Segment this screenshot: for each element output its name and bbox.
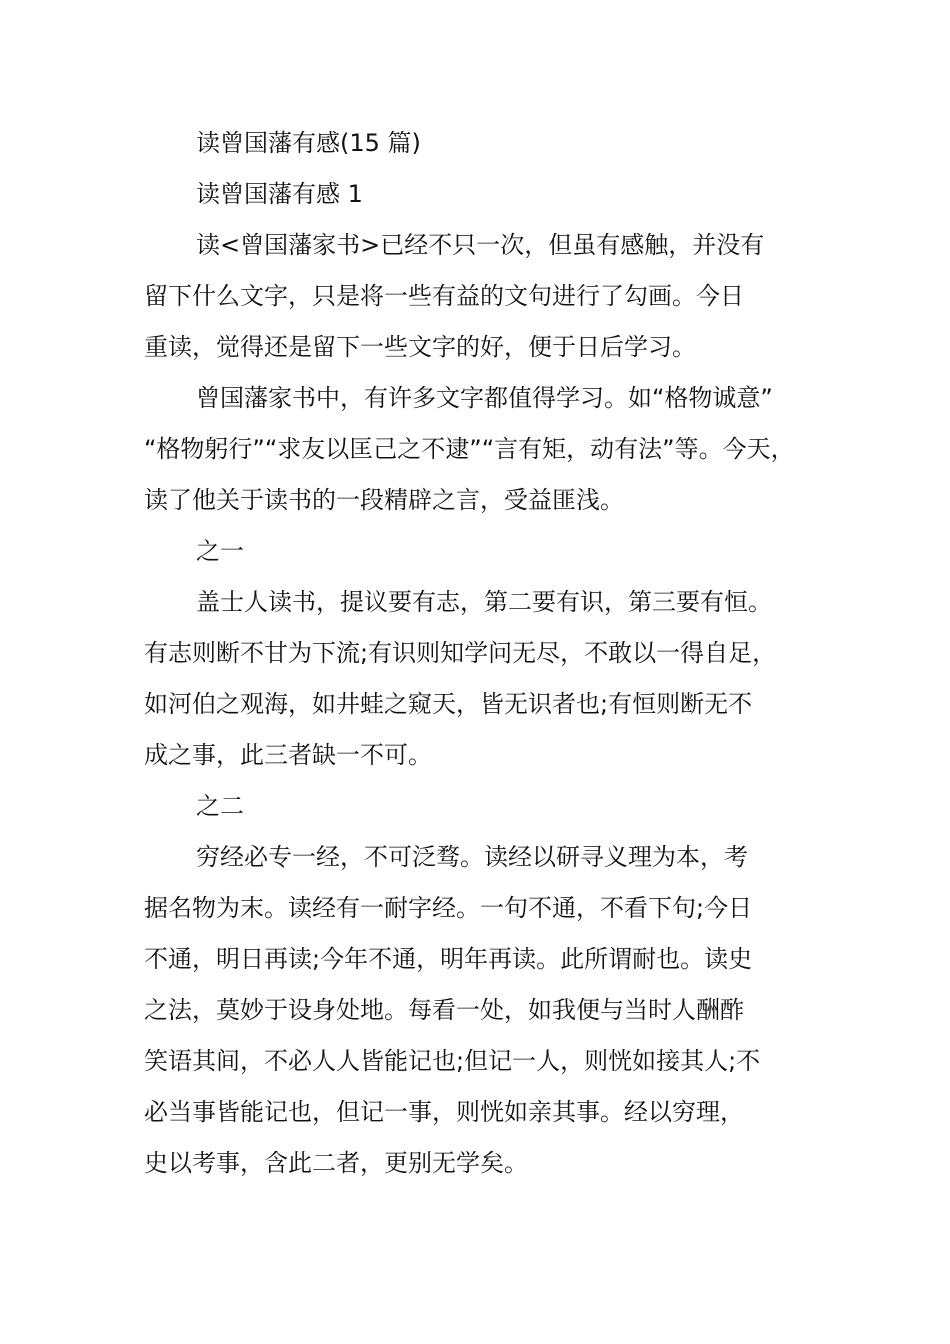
paragraph-line: “格物躬行”“求友以匡己之不逮”“言有矩，动有法”等。今天， bbox=[144, 435, 795, 463]
paragraph-line: 留下什么文字，只是将一些有益的文句进行了勾画。今日 bbox=[144, 282, 744, 310]
paragraph-line: 穷经必专一经，不可泛骛。读经以研寻义理为本，考 bbox=[196, 843, 748, 871]
paragraph-line: 笑语其间，不必人人皆能记也;但记一人，则恍如接其人;不 bbox=[144, 1047, 761, 1075]
paragraph-line: 不通，明日再读;今年不通，明年再读。此所谓耐也。读史 bbox=[144, 945, 753, 973]
paragraph bbox=[144, 373, 834, 526]
paragraph-line: 必当事皆能记也，但记一事，则恍如亲其事。经以穷理， bbox=[144, 1098, 744, 1126]
paragraph-line: 如河伯之观海，如井蛙之窥天，皆无识者也;有恒则断无不 bbox=[144, 690, 753, 718]
document-subtitle: 读曾国藩有感 1 bbox=[196, 180, 363, 208]
paragraph-line: 重读，觉得还是留下一些文字的好，便于日后学习。 bbox=[144, 333, 696, 361]
paragraph-line: 据名物为末。读经有一耐字经。一句不通，不看下句;今日 bbox=[144, 894, 753, 922]
document-body bbox=[144, 118, 834, 1189]
paragraph-line: 史以考事，含此二者，更别无学矣。 bbox=[144, 1149, 528, 1177]
paragraph-line: 曾国藩家书中，有许多文字都值得学习。如“格物诚意” bbox=[196, 384, 773, 412]
section-text bbox=[144, 577, 834, 781]
paragraph bbox=[144, 220, 834, 373]
section-text bbox=[144, 832, 834, 1189]
document-title: 读曾国藩有感(15 篇) bbox=[196, 129, 421, 157]
paragraph-line: 读了他关于读书的一段精辟之言，受益匪浅。 bbox=[144, 486, 624, 514]
paragraph-line: 盖士人读书，提议要有志，第二要有识，第三要有恒。 bbox=[196, 588, 772, 616]
paragraph-line: 成之事，此三者缺一不可。 bbox=[144, 741, 432, 769]
paragraph-line: 读<曾国藩家书>已经不只一次，但虽有感触，并没有 bbox=[196, 231, 765, 259]
paragraph-line: 之法，莫妙于设身处地。每看一处，如我便与当时人酬酢 bbox=[144, 996, 744, 1024]
section-heading: 之一 bbox=[196, 537, 244, 565]
paragraph-line: 有志则断不甘为下流;有识则知学问无尽，不敢以一得自足， bbox=[144, 639, 777, 667]
section-heading: 之二 bbox=[196, 792, 244, 820]
